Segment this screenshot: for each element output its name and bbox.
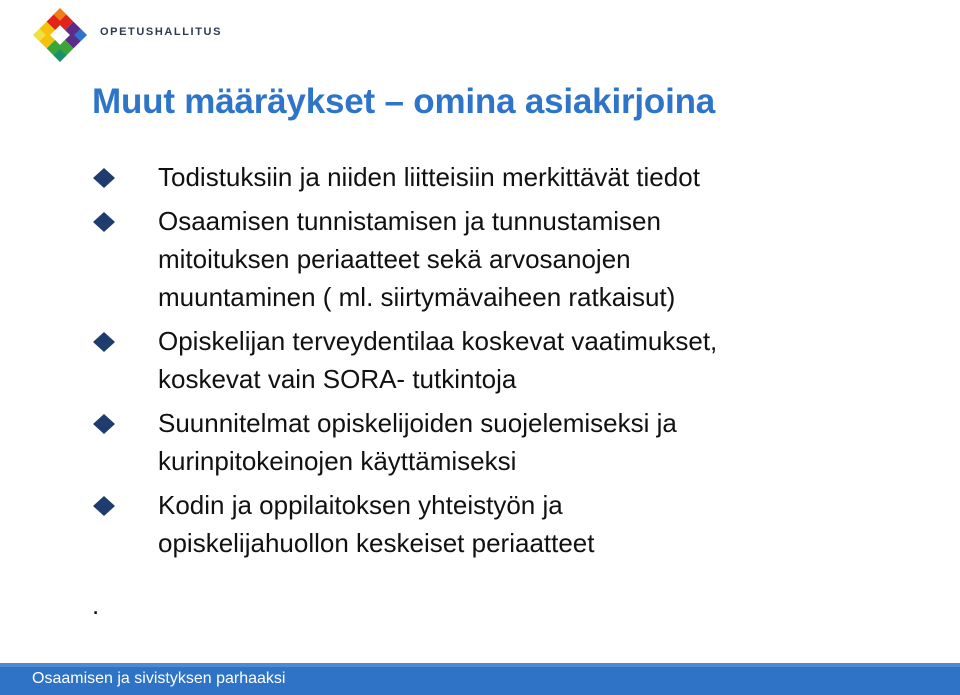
bullet-item [92,322,942,398]
bullet-list [92,158,942,562]
bullet-text: Kodin ja oppilaitoksen yhteistyön ja opiskelijahuollon keskeiset periaatteet [158,490,595,558]
diamond-bullet-icon [92,211,116,233]
diamond-bullet-icon [92,413,116,435]
slide-title: Muut määräykset – omina asiakirjoina [92,82,716,121]
bullet-item [92,404,942,480]
opetushallitus-logo-icon [30,6,90,64]
diamond-bullet-icon [92,167,116,189]
bullet-text: Suunnitelmat opiskelijoiden suojelemiseksi ja kurinpitokeinojen käyttämiseksi [158,408,677,476]
logo-text: OPETUSHALLITUS [100,26,223,38]
diamond-bullet-icon [92,331,116,353]
bullet-text: Todistuksiin ja niiden liitteisiin merkittävät tiedot [158,162,700,192]
bullet-item [92,158,942,196]
bullet-text: Osaamisen tunnistamisen ja tunnustamisen mitoituksen periaatteet sekä arvosanojen muuntaminen ( ml. siirtymävaiheen ratkaisut) [158,206,676,312]
bullet-item [92,486,942,562]
footer-bar [0,663,960,695]
diamond-bullet-icon [92,495,116,517]
stray-mark: . [92,590,100,620]
footer-slogan: Osaamisen ja sivistyksen parhaaksi [32,670,286,687]
bullet-item [92,202,942,316]
bullet-text: Opiskelijan terveydentilaa koskevat vaatimukset, koskevat vain SORA- tutkintoja [158,326,718,394]
